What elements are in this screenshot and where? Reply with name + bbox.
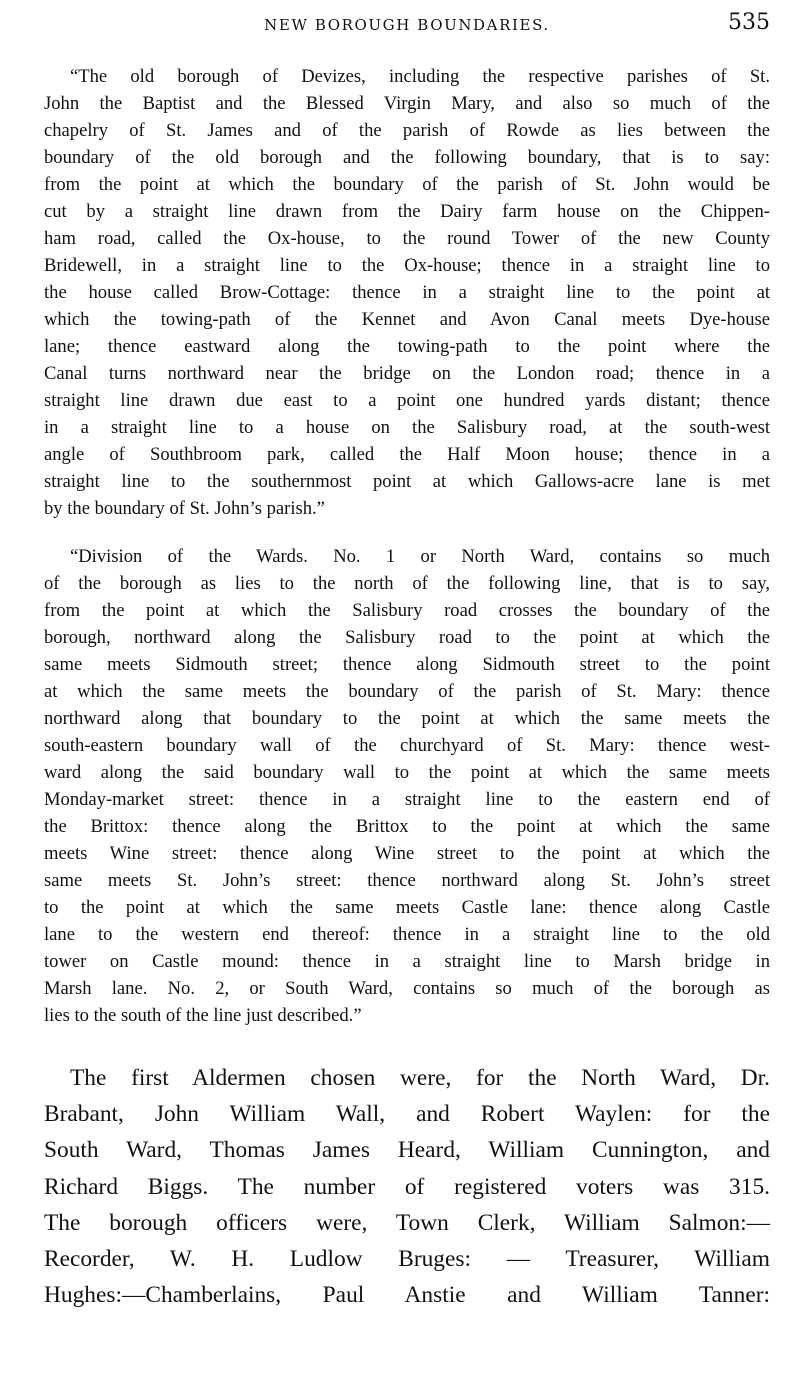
text-line: Monday-market street: thence in a straight line to the eastern end of	[44, 789, 770, 810]
page-number: 535	[728, 10, 770, 35]
text-line: Brabant, John William Wall, and Robert Waylen: for the	[44, 1101, 770, 1128]
text-line: ward along the said boundary wall to the point at which the same meets	[44, 762, 770, 783]
text-line: northward along that boundary to the point at which the same meets the	[44, 708, 770, 729]
text-line: borough, northward along the Salisbury road to the point at which the	[44, 627, 770, 648]
text-line: same meets Sidmouth street; thence along Sidmouth street to the point	[44, 654, 770, 675]
text-line: to the point at which the same meets Castle lane: thence along Castle	[44, 897, 770, 918]
text-line: from the point at which the Salisbury road crosses the boundary of the	[44, 600, 770, 621]
text-line: South Ward, Thomas James Heard, William Cunnington, and	[44, 1137, 770, 1164]
body-paragraph	[44, 1060, 770, 1313]
text-line: The borough officers were, Town Clerk, William Salmon:—	[44, 1209, 770, 1236]
running-head	[44, 10, 770, 40]
text-line: ham road, called the Ox-house, to the round Tower of the new County	[44, 228, 770, 249]
text-line: in a straight line to a house on the Salisbury road, at the south-west	[44, 417, 770, 438]
wards-quote	[44, 543, 770, 1029]
text-line: Bridewell, in a straight line to the Ox-house; thence in a straight line to	[44, 255, 770, 276]
text-line: “Division of the Wards. No. 1 or North Ward, contains so much	[70, 546, 770, 567]
text-line: lane to the western end thereof: thence in a straight line to the old	[44, 924, 770, 945]
text-line: Recorder, W. H. Ludlow Bruges: — Treasurer, William	[44, 1245, 770, 1272]
text-line: same meets St. John’s street: thence northward along St. John’s street	[44, 870, 770, 891]
text-line: the house called Brow-Cottage: thence in a straight line to the point at	[44, 282, 770, 303]
text-line: of the borough as lies to the north of the following line, that is to say,	[44, 573, 770, 594]
text-line: boundary of the old borough and the following boundary, that is to say:	[44, 147, 770, 168]
text-line: by the boundary of St. John’s parish.”	[44, 498, 325, 519]
running-title: NEW BOROUGH BOUNDARIES.	[264, 16, 550, 34]
text-line: angle of Southbroom park, called the Half Moon house; thence in a	[44, 444, 770, 465]
text-line: chapelry of St. James and of the parish of Rowde as lies between the	[44, 120, 770, 141]
text-line: tower on Castle mound: thence in a straight line to Marsh bridge in	[44, 951, 770, 972]
text-line: Hughes:—Chamberlains, Paul Anstie and William Tanner:	[44, 1282, 770, 1309]
text-line: the Brittox: thence along the Brittox to the point at which the same	[44, 816, 770, 837]
text-line: Marsh lane. No. 2, or South Ward, contains so much of the borough as	[44, 978, 770, 999]
text-line: lies to the south of the line just described.”	[44, 1005, 362, 1026]
boundary-quote	[44, 63, 770, 522]
text-line: The first Aldermen chosen were, for the North Ward, Dr.	[70, 1065, 770, 1091]
text-line: which the towing-path of the Kennet and Avon Canal meets Dye-house	[44, 309, 770, 330]
text-line: John the Baptist and the Blessed Virgin Mary, and also so much of the	[44, 93, 770, 114]
text-line: meets Wine street: thence along Wine street to the point at which the	[44, 843, 770, 864]
text-line: Richard Biggs. The number of registered voters was 315.	[44, 1173, 770, 1200]
text-line: straight line drawn due east to a point one hundred yards distant; thence	[44, 390, 770, 411]
text-line: from the point at which the boundary of the parish of St. John would be	[44, 174, 770, 195]
text-line: straight line to the southernmost point at which Gallows-acre lane is met	[44, 471, 770, 492]
text-line: lane; thence eastward along the towing-path to the point where the	[44, 336, 770, 357]
text-line: south-eastern boundary wall of the churchyard of St. Mary: thence west-	[44, 735, 770, 756]
text-line: cut by a straight line drawn from the Dairy farm house on the Chippen-	[44, 201, 770, 222]
text-line: “The old borough of Devizes, including the respective parishes of St.	[70, 66, 770, 87]
text-line: at which the same meets the boundary of the parish of St. Mary: thence	[44, 681, 770, 702]
text-line: Canal turns northward near the bridge on the London road; thence in a	[44, 363, 770, 384]
